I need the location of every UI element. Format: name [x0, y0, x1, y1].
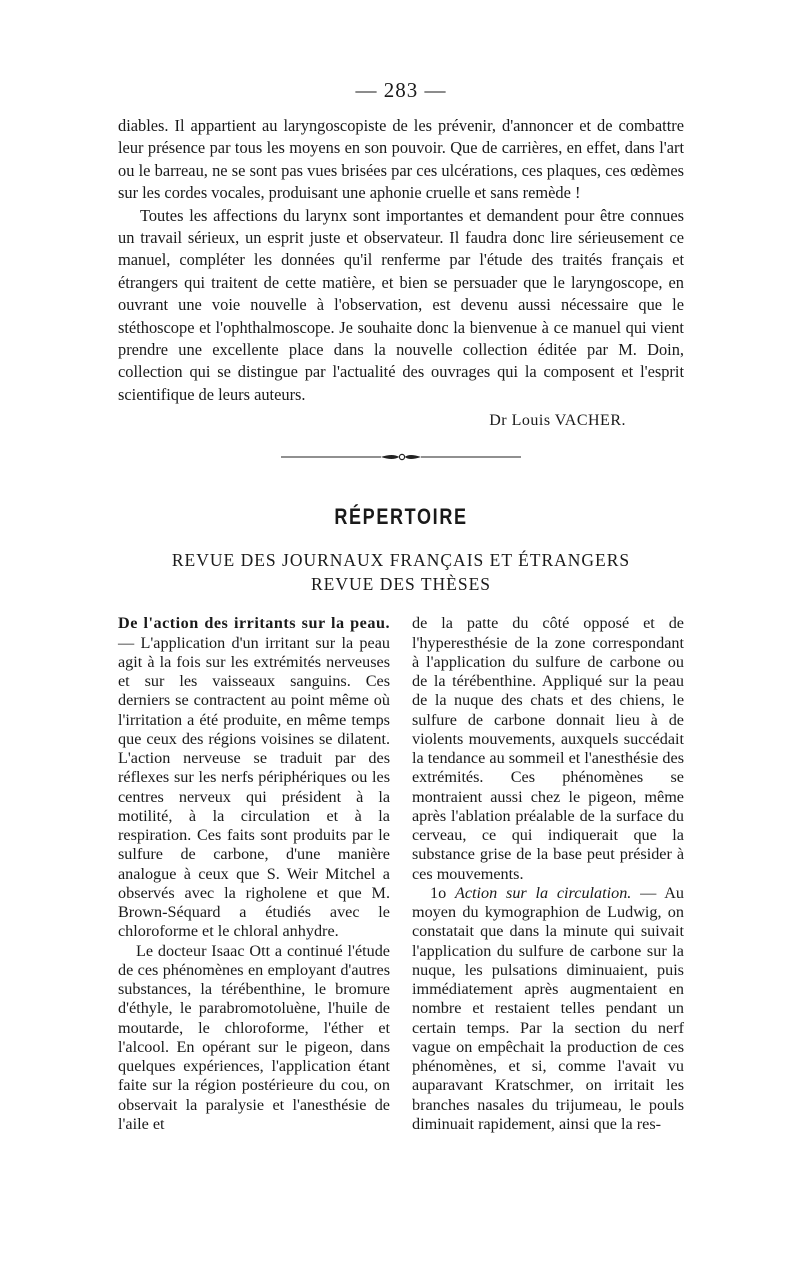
subheading-number: 1o: [430, 883, 447, 902]
intro-paragraph-1: diables. Il appartient au laryngoscopiste de les prévenir, d'annoncer et de combattre leur présence par tous les moyens en son pouvoir. Que de carrières, en effet, dans l'art ou le barreau, ne se sont pas vues brisées par ces ulcérations, ces plaques, ces œdèmes sur les cordes vocales, produisant une aphonie cruelle et sans remède !: [118, 116, 684, 203]
page-number: — 283 —: [355, 78, 447, 102]
two-column-body: [118, 614, 684, 1134]
article-text: — L'application d'un irritant sur la peau agit à la fois sur les extrémités nerveuses et sur les vaisseaux sanguins. Ces derniers se contractent au point même où l'irritation a été produite, en même temps que ceux des régions voisines se dilatent. L'action nerveuse se traduit par des réflexes sur les nerfs périphériques ou les centres nerveux qui président à la motilité, à la circulation et à la respiration. Ces faits sont produits par le sulfure de carbone, d'une manière analogue à ceux que S. Weir Mitchel a observés avec la righolene et que M. Brown-Séquard a étudiés avec le chloroforme et le chloral anhydre.: [118, 633, 390, 941]
subheading-italic: Action sur la circulation.: [454, 883, 632, 902]
intro-paragraph-2: Toutes les affections du larynx sont importantes et demandent pour être connues un travail sérieux, un esprit juste et observateur. Il faudra donc lire sérieusement ce manuel, compléter les données qu'il renferme par l'étude des traités français et étrangers qui traitent de cette matière, et bien se persuader que le laryngoscope, en ouvrant une voie nouvelle à l'observation, est devenu aussi nécessaire que le stéthoscope et l'ophthalmoscope. Je souhaite donc la bienvenue à ce manuel qui vient prendre une excellente place dans la nouvelle collection éditée par M. Doin, collection qui se distingue par l'actualité des ouvrages qui la composent et l'esprit scientifique de leurs auteurs.: [118, 205, 684, 404]
article-paragraph-4: [412, 884, 684, 1134]
subheading-text: — Au moyen du kymographion de Ludwig, on constatait que dans la minute qui suivait l'application du sulfure de carbone sur la nuque, les pulsations diminuaient, puis immédiatement après augmentaient en nombre et restaient telles pendant un certain temps. Par la section du nerf vague on empêchait la production de ces phénomènes, et si, comme l'avait vu auparavant Kratschmer, on irritait les branches nasales du trijumeau, le pouls diminuait rapidement, ainsi que la res-: [412, 883, 685, 1133]
ornament-divider: [281, 452, 521, 462]
article-paragraph-1: [118, 614, 390, 941]
article-paragraph-3: de la patte du côté opposé et de l'hyperesthésie de la zone correspondant à l'application du sulfure de carbone ou de la térébenthine. Appliqué sur la peau de la nuque des chats et des chiens, le sulfure de carbone donnait lieu à de violents mouvements, auxquels succédait la tendance au sommeil et l'anesthésie des extrémités. Ces phénomènes se montraient aussi chez le pigeon, même après l'ablation préalable de la surface du cerveau, ce qui indiquerait que la substance grise de la base peut présider à ces mouvements.: [412, 614, 684, 883]
left-column: [118, 614, 390, 1134]
article-title: De l'action des irritants sur la peau.: [118, 614, 390, 633]
section-subtitle-journals: REVUE DES JOURNAUX FRANÇAIS ET ÉTRANGERS: [171, 550, 631, 571]
document-page: [118, 78, 684, 1134]
section-subtitle-theses: REVUE DES THÈSES: [311, 574, 491, 595]
article-paragraph-2: Le docteur Isaac Ott a continué l'étude de ces phénomènes en employant d'autres substances, la térébenthine, le bromure d'éthyle, le parabromotoluène, l'huile de moutarde, le chloroforme, l'éther et l'alcool. En opérant sur le pigeon, dans quelques expériences, l'application étant faite sur la région postérieure du cou, on observait la paralysie et l'anesthésie de l'aile et: [118, 941, 390, 1133]
section-title: RÉPERTOIRE: [334, 504, 468, 530]
author-signature: Dr Louis VACHER.: [489, 412, 626, 430]
right-column: [412, 614, 684, 1134]
